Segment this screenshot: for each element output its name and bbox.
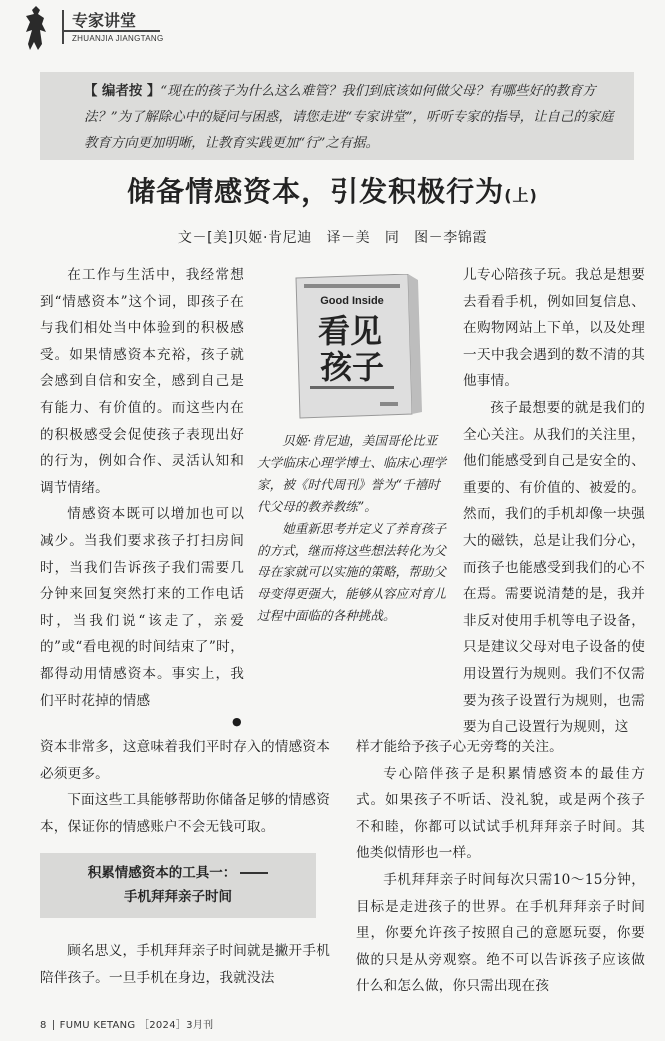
right-column-upper xyxy=(463,262,645,741)
magazine-name: FUMU KETANG xyxy=(59,1020,136,1031)
section-logo-figure-icon xyxy=(18,4,54,52)
body-paragraph: 情感资本既可以增加也可以减少。当我们要求孩子打扫房间时，当我们告诉孩子我们需要几分钟来回复突然打来的工作电话时，当我们说“该走了，亲爱的”或“看电视的时间结束了”时，都得动用情感资本。事实上，我们平时花掉的情感 xyxy=(40,506,244,709)
body-paragraph: 资本非常多，这意味着我们平时存入的情感资本必须更多。 xyxy=(40,739,330,782)
article-title-suffix: (上) xyxy=(504,186,538,205)
article-title-text: 储备情感资本，引发积极行为 xyxy=(127,175,505,208)
tool-heading-line-1: 积累情感资本的工具一： xyxy=(40,861,316,885)
section-pinyin: ZHUANJIA JIANGTANG xyxy=(72,34,164,43)
left-column-upper xyxy=(40,262,244,714)
caption-paragraph: 她重新思考并定义了养育孩子的方式，继而将这些想法转化为父母在家就可以实施的策略，帮助父母变得更强大，能够从容应对育儿过程中面临的各种挑战。 xyxy=(257,520,446,624)
left-column-lower xyxy=(40,734,330,840)
caption-paragraph: 贝姬·肯尼迪，美国哥伦比亚大学临床心理学博士、临床心理学家，被《时代周刊》誉为“千禧时代父母的教养教练”。 xyxy=(257,433,446,514)
author-caption xyxy=(257,430,449,718)
body-paragraph: 专心陪伴孩子是积累情感资本的最佳方式。如果孩子不听话、没礼貌，或是两个孩子不和睦，你都可以试试手机拜拜亲子时间。其他类似情形也一样。 xyxy=(356,765,645,862)
section-title: 专家讲堂 xyxy=(72,11,137,30)
left-column-bottom xyxy=(40,938,330,991)
page-number: 8 xyxy=(40,1020,47,1031)
editor-note-text: “现在的孩子为什么这么难管？我们到底该如何做父母？有哪些好的教育方法？”为了解除心中的疑问与困惑，请您走进“专家讲堂”，听听专家的指导，让自己的家庭教育方向更加明晰，让教育实践更加“行”之有据。 xyxy=(84,84,614,151)
body-paragraph: 儿专心陪孩子玩。我总是想要去看看手机，例如回复信息、在购物网站上下单，以及处理一天中我会遇到的数不清的其他事情。 xyxy=(463,267,645,390)
caption-bullet-icon: ● xyxy=(232,715,242,728)
article-title xyxy=(0,170,665,210)
body-paragraph: 顾名思义，手机拜拜亲子时间就是撇开手机陪伴孩子。一旦手机在身边，我就没法 xyxy=(40,943,330,986)
page-footer xyxy=(40,1016,213,1031)
article-byline: 文－[美]贝姬·肯尼迪 译－美 同 图－李锦霞 xyxy=(177,230,488,246)
body-paragraph: 样才能给予孩子心无旁骛的关注。 xyxy=(356,739,563,755)
editor-note-tag: 【 编者按 】 xyxy=(84,84,161,99)
body-paragraph: 下面这些工具能够帮助你储备足够的情感资本，保证你的情感账户不会无钱可取。 xyxy=(40,792,330,835)
book-cover-cn-1: 看见 xyxy=(317,312,383,350)
body-paragraph: 手机拜拜亲子时间每次只需10～15分钟，目标是走进孩子的世界。在手机拜拜亲子时间里，你要允许孩子按照自己的意愿玩耍，你要做的只是从旁观察。绝不可以告诉孩子应该做什么和怎么做，你只需出现在孩 xyxy=(356,871,645,995)
header-divider-vertical xyxy=(62,10,64,44)
footer-separator xyxy=(53,1020,54,1030)
book-cover-en: Good Inside xyxy=(320,295,384,307)
book-cover-image xyxy=(290,274,432,420)
body-paragraph: 在工作与生活中，我经常想到“情感资本”这个词，即孩子在与我们相处当中体验到的积极感受。如果情感资本充裕，孩子就会感到自信和安全，感到自己是有能力、有价值的。而这些内在的积极感受会促使孩子表现出好的行为，例如合作、灵活认知和调节情绪。 xyxy=(40,267,244,496)
right-column-lower xyxy=(356,734,645,1000)
tool-heading-line-2: 手机拜拜亲子时间 xyxy=(124,889,232,905)
tool-heading-box xyxy=(40,853,316,918)
body-paragraph: 孩子最想要的就是我们的全心关注。从我们的关注里，他们能感受到自己是安全的、重要的、有价值的、被爱的。然而，我们的手机却像一块强大的磁铁，总是让我们分心，而孩子也能感受到我们的心不在焉。需要说清楚的是，我并非反对使用手机等电子设备，只是建议父母对电子设备的使用设置行为规则。我们不仅需要为孩子设置行为规则，也需要为自己设置行为规则，这 xyxy=(463,399,645,736)
tool-heading-dash xyxy=(240,872,268,874)
editor-note-box xyxy=(40,72,634,160)
issue-label: ［2024］3月刊 xyxy=(138,1020,214,1031)
book-cover-cn-2: 孩子 xyxy=(319,348,385,386)
